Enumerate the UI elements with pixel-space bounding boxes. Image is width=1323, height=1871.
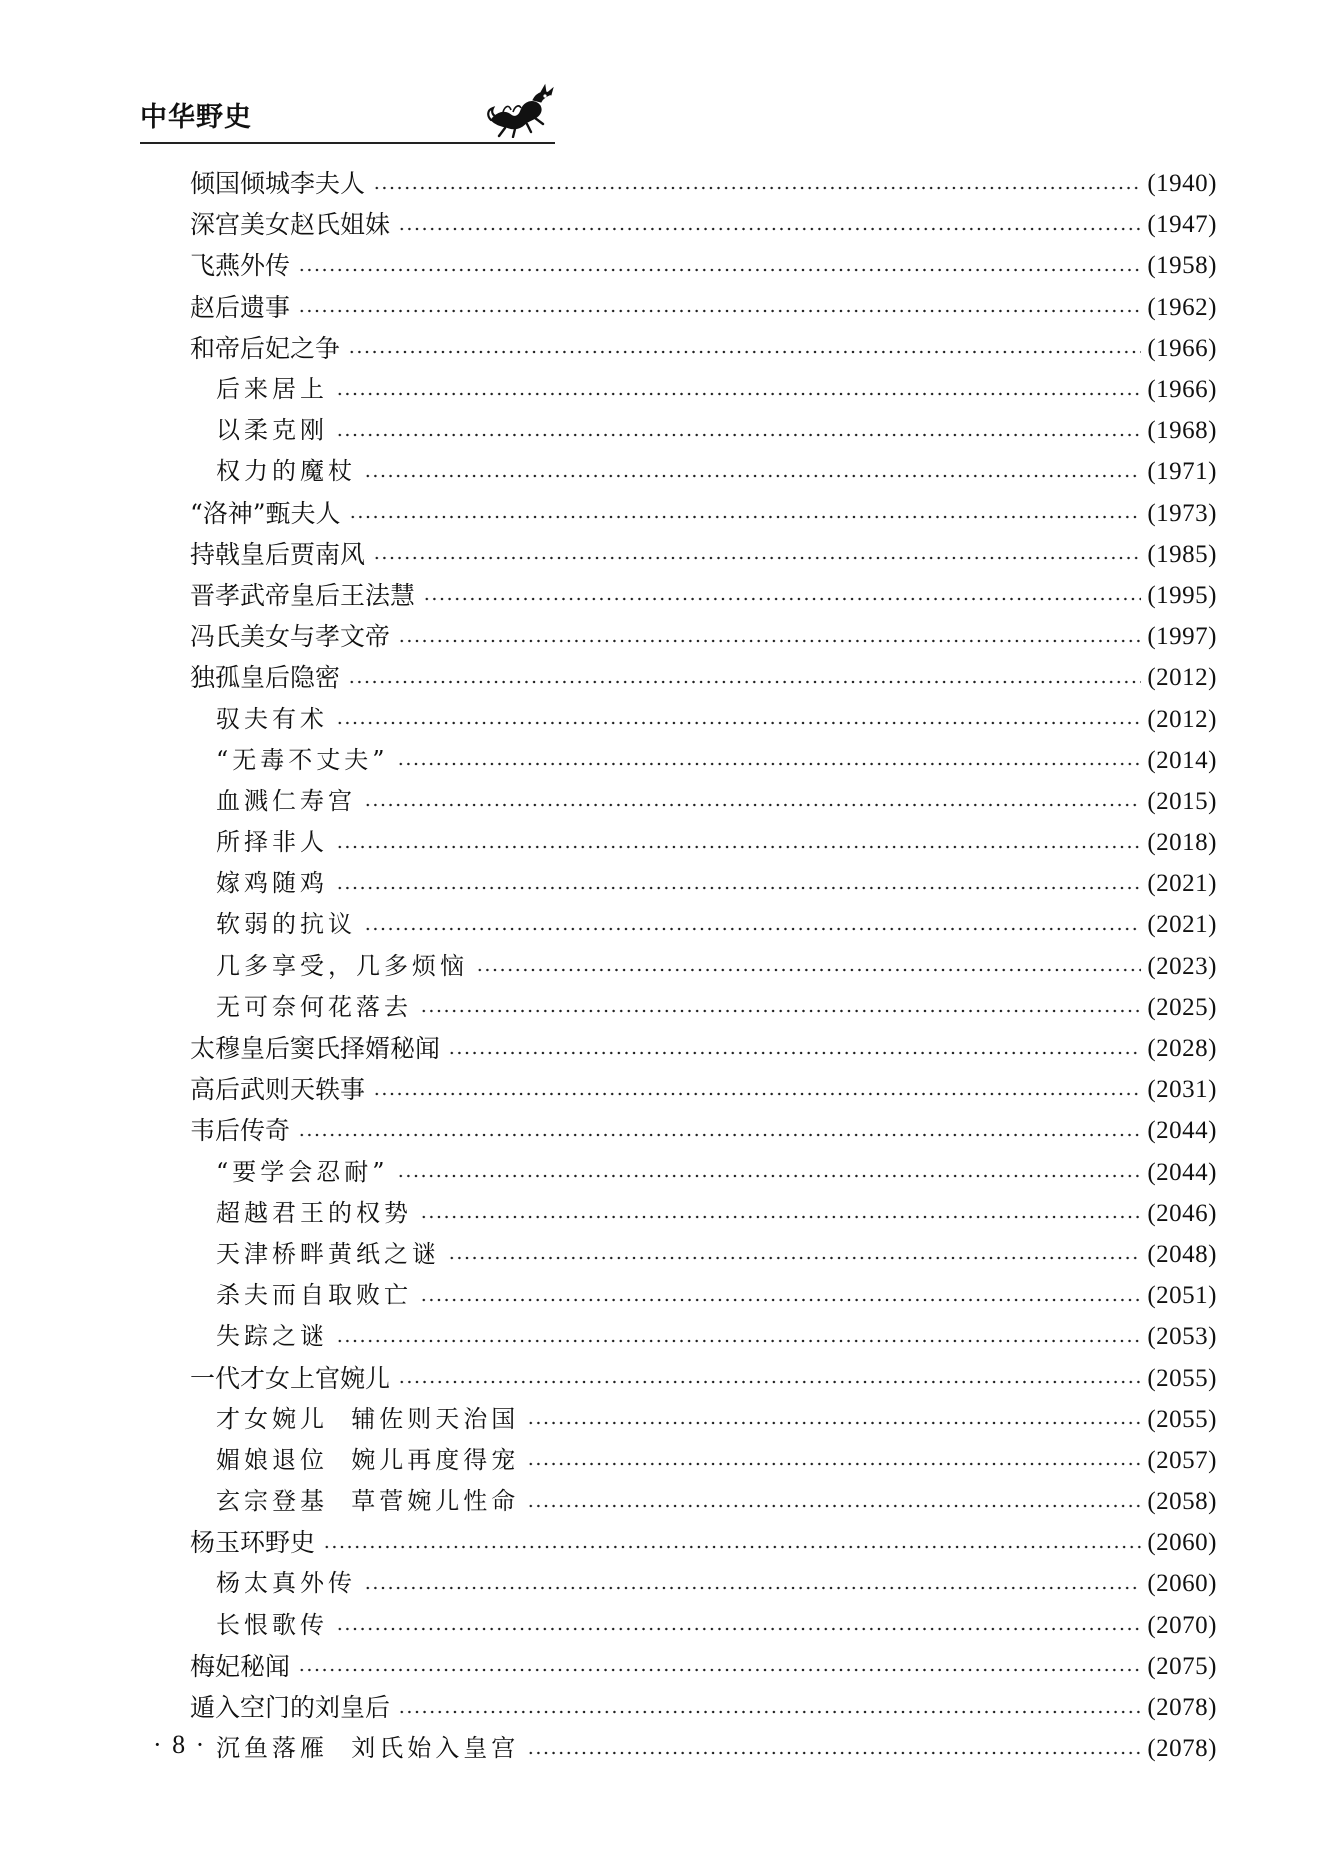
entry-page-number: (2057) <box>1147 1446 1217 1474</box>
toc-entry <box>190 287 1217 328</box>
dot-leader <box>336 845 1141 849</box>
entry-page-number: (2021) <box>1147 911 1217 939</box>
entry-title: “洛神”甄夫人 <box>190 498 341 528</box>
dot-leader <box>398 1710 1141 1714</box>
entry-title: 深宫美女赵氏姐妹 <box>190 210 391 240</box>
toc-entry <box>190 1646 1217 1687</box>
entry-title: 独孤皇后隐密 <box>190 663 341 693</box>
dot-leader <box>527 1751 1141 1755</box>
book-title: 中华野史 <box>140 102 252 133</box>
dot-leader <box>527 1421 1141 1425</box>
header-rule <box>140 142 555 144</box>
entry-title: 所择非人 <box>216 828 328 857</box>
toc-entry <box>190 1110 1217 1151</box>
toc-subentry <box>190 410 1217 451</box>
entry-page-number: (2014) <box>1147 746 1217 774</box>
dot-leader <box>476 968 1141 972</box>
toc-entry <box>190 1357 1217 1398</box>
entry-page-number: (2070) <box>1147 1611 1217 1639</box>
entry-page-number: (1971) <box>1147 458 1217 486</box>
toc-entry <box>190 1687 1217 1728</box>
entry-page-number: (1947) <box>1147 211 1217 239</box>
entry-page-number: (1940) <box>1147 170 1217 198</box>
dot-leader <box>336 721 1141 725</box>
entry-title: 血溅仁寿宫 <box>216 786 356 815</box>
entry-page-number: (2078) <box>1147 1735 1217 1763</box>
dot-leader <box>373 186 1141 190</box>
entry-title: 高后武则天轶事 <box>190 1075 366 1105</box>
dot-leader <box>373 556 1141 560</box>
entry-title: 持戟皇后贾南风 <box>190 539 366 569</box>
entry-page-number: (2012) <box>1147 664 1217 692</box>
toc-subentry <box>190 1481 1217 1522</box>
entry-title: 嫁鸡随鸡 <box>216 869 328 898</box>
entry-page-number: (2078) <box>1147 1694 1217 1722</box>
entry-page-number: (2025) <box>1147 993 1217 1021</box>
entry-page-number: (2058) <box>1147 1488 1217 1516</box>
entry-page-number: (2015) <box>1147 787 1217 815</box>
dot-leader <box>348 680 1141 684</box>
dot-leader <box>397 1174 1142 1178</box>
toc-subentry <box>190 740 1217 781</box>
dot-leader <box>364 803 1141 807</box>
entry-page-number: (2055) <box>1147 1405 1217 1433</box>
entry-title: 晋孝武帝皇后王法慧 <box>190 580 416 610</box>
entry-page-number: (2021) <box>1147 870 1217 898</box>
entry-title: 梅妃秘闻 <box>190 1651 291 1681</box>
dot-leader <box>398 227 1141 231</box>
dot-leader <box>336 433 1141 437</box>
entry-page-number: (1968) <box>1147 417 1217 445</box>
entry-title: 媚娘退位 婉儿再度得宠 <box>216 1445 520 1474</box>
entry-page-number: (2075) <box>1147 1652 1217 1680</box>
toc-subentry <box>190 863 1217 904</box>
dot-leader <box>298 1133 1141 1137</box>
toc-subentry <box>190 1152 1217 1193</box>
entry-page-number: (2018) <box>1147 829 1217 857</box>
dot-leader <box>298 268 1141 272</box>
entry-page-number: (2044) <box>1147 1117 1217 1145</box>
toc-subentry <box>190 369 1217 410</box>
page-number: · 8 · <box>153 1730 207 1759</box>
entry-title: 天津桥畔黄纸之谜 <box>216 1239 440 1268</box>
dot-leader <box>336 1627 1141 1631</box>
toc-entry <box>190 163 1217 204</box>
entry-page-number: (2023) <box>1147 952 1217 980</box>
entry-title: 后来居上 <box>216 375 328 404</box>
entry-title: 飞燕外传 <box>190 251 291 281</box>
entry-title: 杨太真外传 <box>216 1569 356 1598</box>
entry-title: “要学会忍耐” <box>216 1157 389 1186</box>
toc-subentry <box>190 1563 1217 1604</box>
entry-title: 和帝后妃之争 <box>190 333 341 363</box>
toc-entry <box>190 534 1217 575</box>
entry-page-number: (2053) <box>1147 1323 1217 1351</box>
entry-page-number: (2055) <box>1147 1364 1217 1392</box>
dot-leader <box>527 1462 1141 1466</box>
toc-entry <box>190 245 1217 286</box>
entry-page-number: (1985) <box>1147 540 1217 568</box>
dot-leader <box>420 1298 1141 1302</box>
entry-page-number: (2044) <box>1147 1158 1217 1186</box>
entry-title: 赵后遗事 <box>190 292 291 322</box>
entry-title: 倾国倾城李夫人 <box>190 169 366 199</box>
entry-title: 失踪之谜 <box>216 1322 328 1351</box>
dot-leader <box>448 1256 1141 1260</box>
entry-page-number: (2031) <box>1147 1076 1217 1104</box>
toc-subentry <box>190 1193 1217 1234</box>
entry-page-number: (2060) <box>1147 1570 1217 1598</box>
dot-leader <box>398 1380 1141 1384</box>
entry-page-number: (2028) <box>1147 1035 1217 1063</box>
dot-leader <box>448 1051 1141 1055</box>
toc-subentry <box>190 698 1217 739</box>
entry-title: 杨玉环野史 <box>190 1528 316 1558</box>
entry-page-number: (1973) <box>1147 499 1217 527</box>
toc-entry <box>190 575 1217 616</box>
toc-subentry <box>190 781 1217 822</box>
dot-leader <box>420 1009 1141 1013</box>
entry-page-number: (1966) <box>1147 376 1217 404</box>
toc-subentry <box>190 1440 1217 1481</box>
entry-title: 冯氏美女与孝文帝 <box>190 622 391 652</box>
dot-leader <box>364 927 1141 931</box>
dot-leader <box>398 639 1141 643</box>
dot-leader <box>336 886 1141 890</box>
entry-title: 才女婉儿 辅佐则天治国 <box>216 1404 520 1433</box>
toc-subentry <box>190 904 1217 945</box>
running-header <box>140 88 555 148</box>
toc-subentry <box>190 987 1217 1028</box>
entry-title: 权力的魔杖 <box>216 457 356 486</box>
entry-page-number: (2012) <box>1147 705 1217 733</box>
entry-title: 几多享受，几多烦恼 <box>216 951 468 980</box>
entry-page-number: (1958) <box>1147 252 1217 280</box>
toc-subentry <box>190 822 1217 863</box>
entry-title: 杀夫而自取败亡 <box>216 1281 412 1310</box>
entry-title: 韦后传奇 <box>190 1116 291 1146</box>
toc-subentry <box>190 1316 1217 1357</box>
dot-leader <box>348 350 1141 354</box>
entry-title: 超越君王的权势 <box>216 1198 412 1227</box>
toc-entry <box>190 328 1217 369</box>
toc-subentry <box>190 1399 1217 1440</box>
entry-page-number: (2051) <box>1147 1282 1217 1310</box>
dot-leader <box>349 515 1142 519</box>
dot-leader <box>373 1092 1141 1096</box>
dot-leader <box>527 1504 1141 1508</box>
dot-leader <box>397 762 1142 766</box>
toc-entry <box>190 1069 1217 1110</box>
dot-leader <box>298 309 1141 313</box>
entry-page-number: (1995) <box>1147 581 1217 609</box>
dot-leader <box>298 1668 1141 1672</box>
entry-title: 沉鱼落雁 刘氏始入皇宫 <box>216 1734 520 1763</box>
dot-leader <box>423 597 1141 601</box>
dot-leader <box>336 1339 1141 1343</box>
entry-title: 无可奈何花落去 <box>216 992 412 1021</box>
entry-title: 驭夫有术 <box>216 704 328 733</box>
dot-leader <box>364 1586 1141 1590</box>
toc-subentry <box>190 1275 1217 1316</box>
dragon-logo-icon <box>485 82 557 138</box>
toc-entry <box>190 204 1217 245</box>
entry-page-number: (1997) <box>1147 623 1217 651</box>
toc-subentry <box>190 451 1217 492</box>
entry-title: 软弱的抗议 <box>216 910 356 939</box>
entry-title: 太穆皇后窦氏择婿秘闻 <box>190 1034 441 1064</box>
dot-leader <box>336 392 1141 396</box>
table-of-contents <box>190 163 1217 1769</box>
entry-title: 遁入空门的刘皇后 <box>190 1693 391 1723</box>
entry-page-number: (2060) <box>1147 1529 1217 1557</box>
dot-leader <box>420 1215 1141 1219</box>
toc-entry <box>190 1522 1217 1563</box>
entry-title: “无毒不丈夫” <box>216 745 389 774</box>
toc-subentry <box>190 1605 1217 1646</box>
entry-page-number: (2046) <box>1147 1199 1217 1227</box>
dot-leader <box>323 1545 1141 1549</box>
entry-page-number: (1966) <box>1147 334 1217 362</box>
entry-title: 一代才女上官婉儿 <box>190 1363 391 1393</box>
toc-subentry <box>190 1234 1217 1275</box>
toc-entry <box>190 657 1217 698</box>
toc-entry <box>190 493 1217 534</box>
toc-entry <box>190 616 1217 657</box>
entry-page-number: (1962) <box>1147 293 1217 321</box>
entry-title: 长恨歌传 <box>216 1610 328 1639</box>
entry-title: 以柔克刚 <box>216 416 328 445</box>
toc-subentry <box>190 946 1217 987</box>
toc-entry <box>190 1028 1217 1069</box>
entry-page-number: (2048) <box>1147 1240 1217 1268</box>
entry-title: 玄宗登基 草菅婉儿性命 <box>216 1487 520 1516</box>
toc-subentry <box>190 1728 1217 1769</box>
dot-leader <box>364 474 1141 478</box>
